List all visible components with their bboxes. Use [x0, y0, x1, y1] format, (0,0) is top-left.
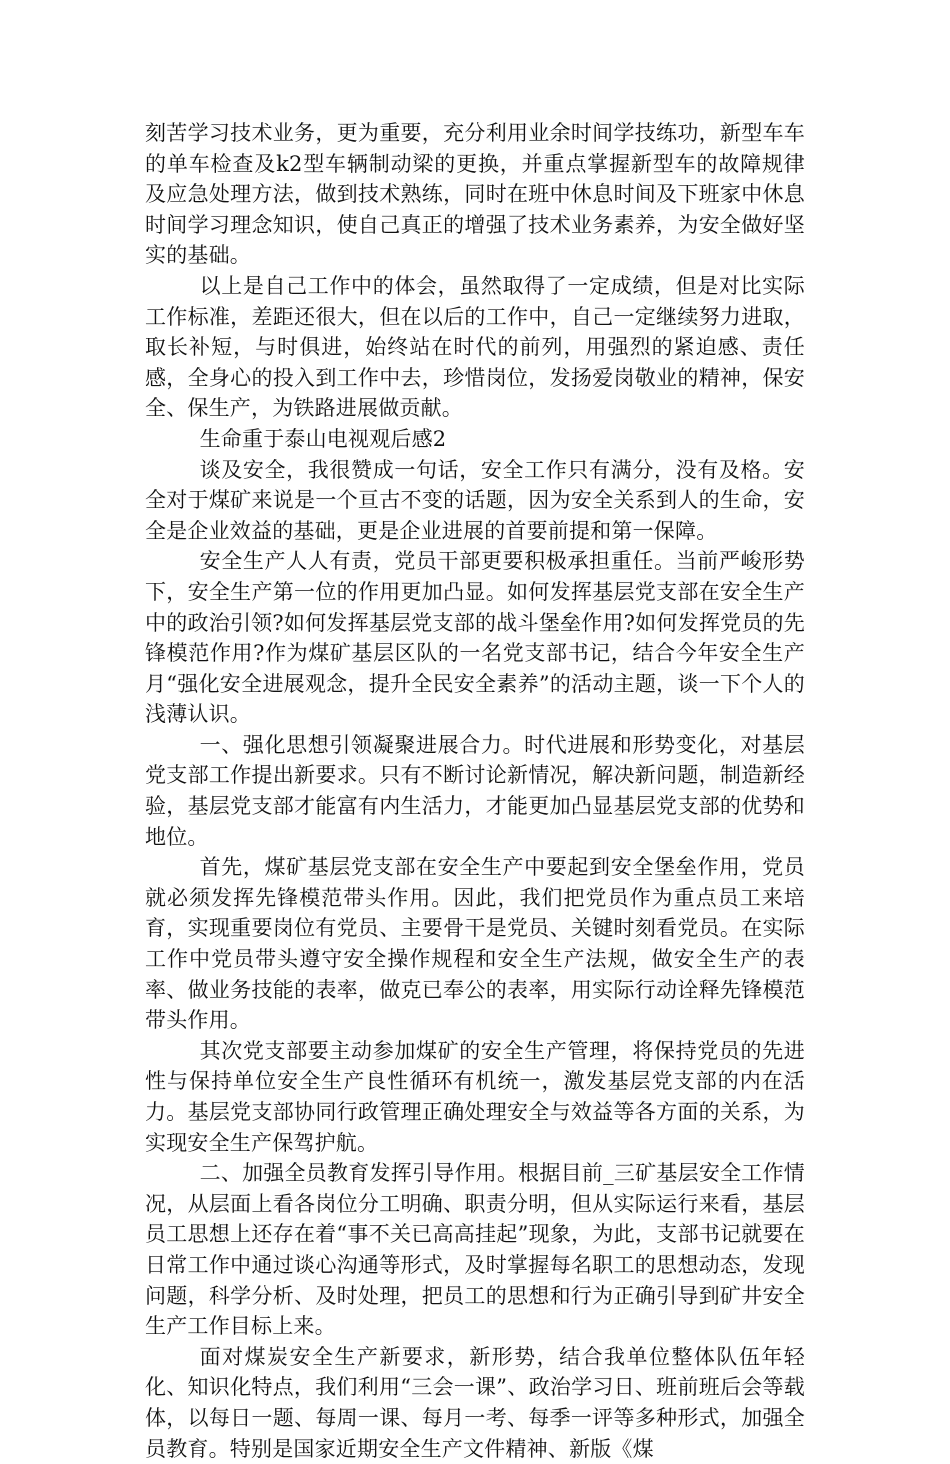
document-page	[145, 118, 805, 1464]
paragraph-2: 以上是自己工作中的体会，虽然取得了一定成绩，但是对比实际工作标准，差距还很大，但在以后的工作中，自己一定继续努力进取，取长补短，与时俱进，始终站在时代的前列，用强烈的紧迫感、责任感，全身心的投入到工作中去，珍惜岗位，发扬爱岗敬业的精神，保安全、保生产，为铁路进展做贡献。	[145, 273, 805, 421]
paragraph-1: 刻苦学习技术业务，更为重要，充分利用业余时间学技练功，新型车车的单车检查及k2型车辆制动梁的更换，并重点掌握新型车的故障规律及应急处理方法，做到技术熟练，同时在班中休息时间及下班家中休息时间学习理念知识，使自己真正的增强了技术业务素养，为安全做好坚实的基础。	[145, 121, 805, 268]
paragraph-3: 谈及安全，我很赞成一句话，安全工作只有满分，没有及格。安全对于煤矿来说是一个亘古不变的话题，因为安全关系到人的生命，安全是企业效益的基础，更是企业进展的首要前提和第一保障。	[145, 457, 805, 543]
paragraph-6: 首先，煤矿基层党支部在安全生产中要起到安全堡垒作用，党员就必须发挥先锋模范带头作用。因此，我们把党员作为重点员工来培育，实现重要岗位有党员、主要骨干是党员、关键时刻看党员。在实际工作中党员带头遵守安全操作规程和安全生产法规，做安全生产的表率、做业务技能的表率，做克已奉公的表率，用实际行动诠释先锋模范带头作用。	[145, 855, 805, 1033]
paragraph-9: 面对煤炭安全生产新要求，新形势，结合我单位整体队伍年轻化、知识化特点，我们利用“三会一课”、政治学习日、班前班后会等载体，以每日一题、每周一课、每月一考、每季一评等多种形式，加强全员教育。特别是国家近期安全生产文件精神、新版《煤	[145, 1344, 805, 1461]
paragraph-7: 其次党支部要主动参加煤矿的安全生产管理，将保持党员的先进性与保持单位安全生产良性循环有机统一，激发基层党支部的内在活力。基层党支部协同行政管理正确处理安全与效益等各方面的关系，为实现安全生产保驾护航。	[145, 1038, 805, 1155]
paragraph-8: 二、加强全员教育发挥引导作用。根据目前_三矿基层安全工作情况，从层面上看各岗位分工明确、职责分明，但从实际运行来看，基层员工思想上还存在着“事不关已高高挂起”现象，为此，支部书记就要在日常工作中通过谈心沟通等形式，及时掌握每名职工的思想动态，发现问题，科学分析、及时处理，把员工的思想和行为正确引导到矿井安全生产工作目标上来。	[145, 1161, 805, 1339]
paragraph-5: 一、强化思想引领凝聚进展合力。时代进展和形势变化，对基层党支部工作提出新要求。只有不断讨论新情况，解决新问题，制造新经验，基层党支部才能富有内生活力，才能更加凸显基层党支部的优势和地位。	[145, 732, 805, 849]
section-heading: 生命重于泰山电视观后感2	[199, 426, 447, 451]
paragraph-4: 安全生产人人有责，党员干部更要积极承担重任。当前严峻形势下，安全生产第一位的作用更加凸显。如何发挥基层党支部在安全生产中的政治引领?如何发挥基层党支部的战斗堡垒作用?如何发挥党员的先锋模范作用?作为煤矿基层区队的一名党支部书记，结合今年安全生产月“强化安全进展观念，提升全民安全素养”的活动主题，谈一下个人的浅薄认识。	[145, 549, 805, 727]
